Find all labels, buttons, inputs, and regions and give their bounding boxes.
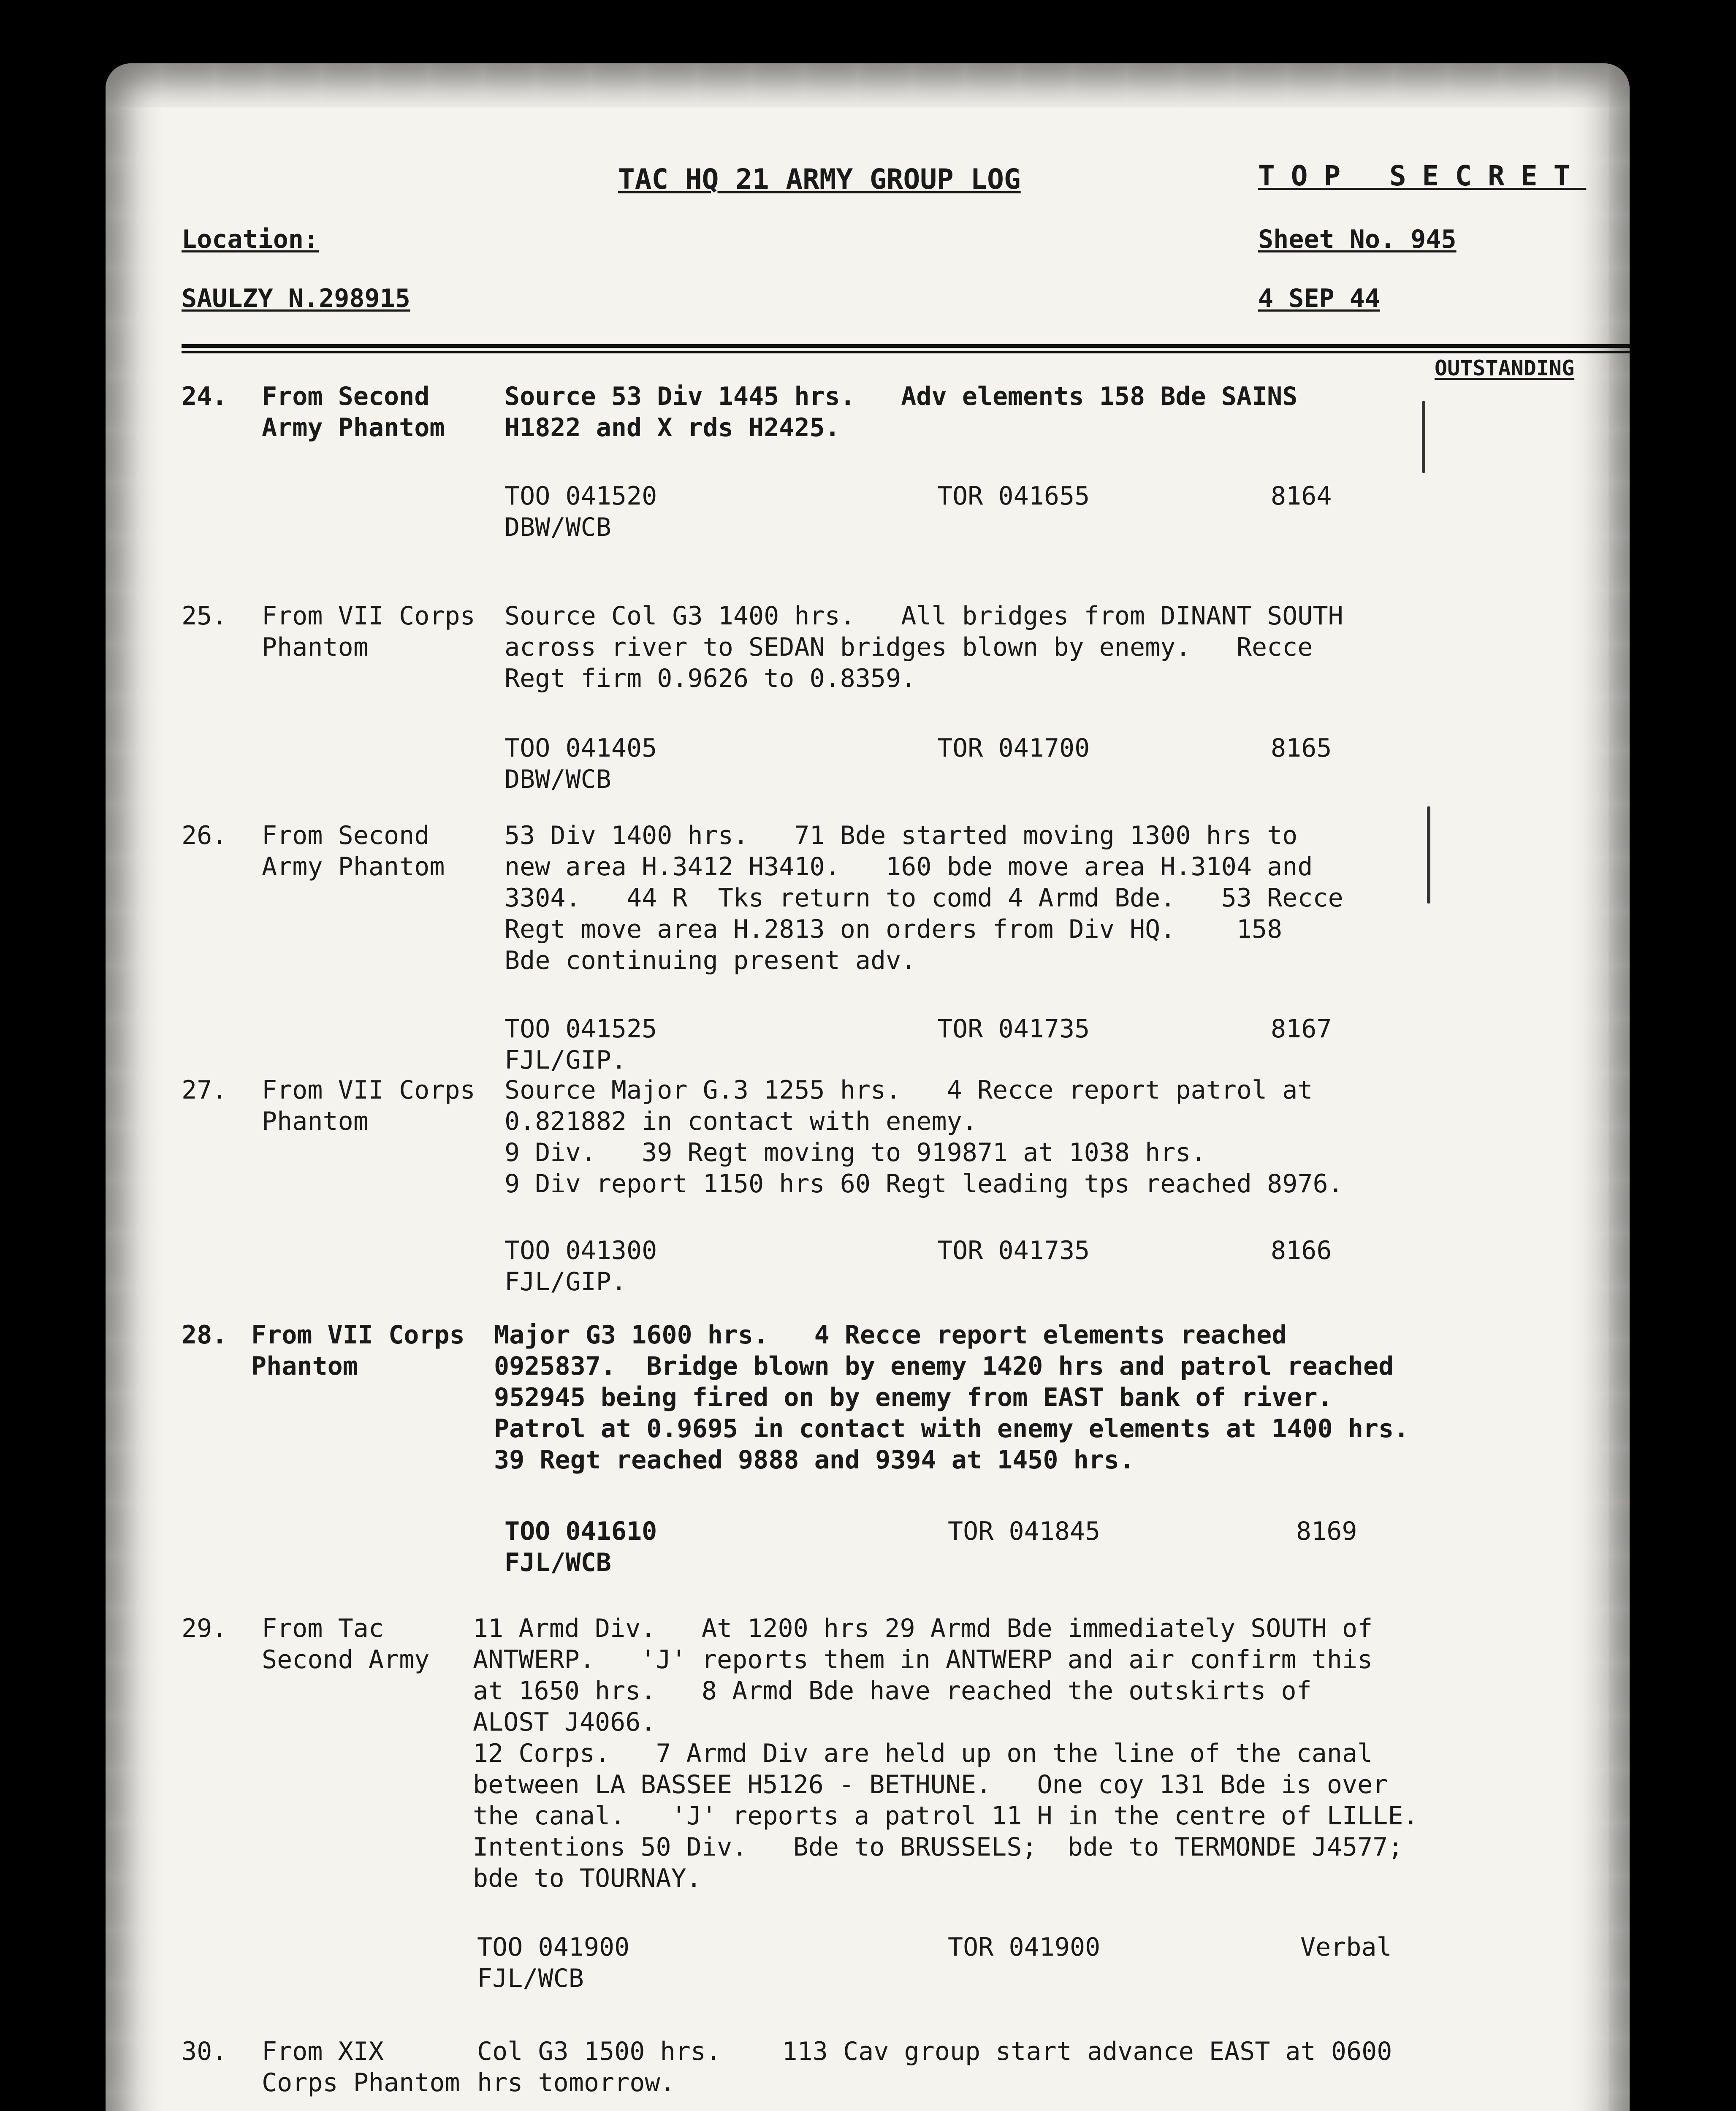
entry-from: Corps Phantom — [262, 2068, 460, 2097]
entry-from: From VII Corps — [262, 1075, 475, 1105]
entry-tor: TOR 041845 — [948, 1517, 1101, 1546]
entry-tor: TOR 041735 — [937, 1236, 1090, 1265]
entry-text-line: bde to TOURNAY. — [473, 1864, 702, 1893]
entry-operators: FJL/WCB — [477, 1964, 584, 1993]
entry-too: TOO 041900 — [477, 1932, 630, 1962]
entry-text-line: ALOST J4066. — [473, 1707, 656, 1737]
entry-text-line: hrs tomorrow. — [477, 2068, 675, 2097]
outstanding-column-label: OUTSTANDING — [1435, 356, 1575, 380]
entry-text-line: 3304. 44 R Tks return to comd 4 Armd Bde. 53 Recce — [505, 883, 1343, 913]
entry-number: 29. — [182, 1614, 228, 1643]
entry-number: 25. — [182, 601, 228, 631]
entry-from: From Tac — [262, 1614, 384, 1643]
entry-too: TOO 041525 — [505, 1014, 657, 1044]
entry-too: TOO 041610 — [505, 1517, 657, 1546]
entry-text-line: 952945 being fired on by enemy from EAST bank of river. — [494, 1383, 1333, 1412]
entry-from: Army Phantom — [262, 413, 445, 442]
entry-text-line: 9 Div report 1150 hrs 60 Regt leading tps reached 8976. — [505, 1169, 1343, 1199]
entry-tor: TOR 041900 — [948, 1932, 1101, 1962]
entry-tor: TOR 041655 — [937, 481, 1090, 511]
entry-text-line: Major G3 1600 hrs. 4 Recce report elements reached — [494, 1320, 1287, 1350]
entry-ref: 8169 — [1296, 1517, 1357, 1546]
entry-from: Second Army — [262, 1645, 430, 1674]
margin-mark — [1427, 806, 1430, 904]
entry-from: Phantom — [251, 1351, 358, 1381]
entry-from: Phantom — [262, 1107, 369, 1136]
entry-text-line: Regt firm 0.9626 to 0.8359. — [505, 664, 917, 693]
entry-ref: 8164 — [1271, 481, 1332, 511]
entry-text-line: Source Col G3 1400 hrs. All bridges from DINANT SOUTH — [505, 601, 1343, 631]
entry-ref: 8165 — [1271, 733, 1332, 763]
entry-tor: TOR 041700 — [937, 733, 1090, 763]
entry-operators: DBW/WCB — [505, 513, 611, 542]
entry-text-line: ANTWERP. 'J' reports them in ANTWERP and air confirm this — [473, 1645, 1373, 1674]
entry-operators: FJL/GIP. — [505, 1045, 627, 1075]
entry-text-line: across river to SEDAN bridges blown by enemy. Recce — [505, 632, 1313, 662]
entry-tor: TOR 041735 — [937, 1014, 1090, 1044]
classification-stamp: TOP SECRET — [1258, 160, 1587, 192]
entry-text-line: between LA BASSEE H5126 - BETHUNE. One coy 131 Bde is over — [473, 1770, 1388, 1799]
entry-text-line: 53 Div 1400 hrs. 71 Bde started moving 1300 hrs to — [505, 821, 1298, 850]
entry-text-line: Intentions 50 Div. Bde to BRUSSELS; bde to TERMONDE J4577; — [473, 1832, 1403, 1862]
entry-operators: FJL/WCB — [505, 1548, 611, 1577]
log-sheet — [106, 63, 1630, 2111]
entry-number: 27. — [182, 1075, 228, 1105]
entry-number: 28. — [182, 1320, 228, 1350]
entry-too: TOO 041405 — [505, 733, 657, 763]
log-date: 4 SEP 44 — [1258, 284, 1380, 313]
entry-text-line: H1822 and X rds H2425. — [505, 413, 840, 442]
entry-operators: FJL/GIP. — [505, 1267, 627, 1297]
entry-text-line: 11 Armd Div. At 1200 hrs 29 Armd Bde immediately SOUTH of — [473, 1614, 1373, 1643]
entry-from: From Second — [262, 821, 430, 850]
entry-text-line: 0.821882 in contact with enemy. — [505, 1107, 977, 1136]
entry-from: Army Phantom — [262, 852, 445, 882]
entry-operators: DBW/WCB — [505, 765, 611, 794]
entry-number: 26. — [182, 821, 228, 850]
entry-text-line: 12 Corps. 7 Armd Div are held up on the line of the canal — [473, 1739, 1373, 1768]
entry-from: From VII Corps — [251, 1320, 465, 1350]
entry-from: From VII Corps — [262, 601, 475, 631]
entry-text-line: 39 Regt reached 9888 and 9394 at 1450 hrs. — [494, 1445, 1135, 1475]
entry-ref: Verbal — [1300, 1932, 1392, 1962]
entry-number: 30. — [182, 2037, 228, 2066]
entry-too: TOO 041300 — [505, 1236, 657, 1265]
margin-mark — [1422, 401, 1425, 473]
entry-number: 24. — [182, 382, 228, 411]
log-title: TAC HQ 21 ARMY GROUP LOG — [618, 163, 1021, 195]
entry-ref: 8166 — [1271, 1236, 1332, 1265]
entry-from: Phantom — [262, 632, 369, 662]
entry-too: TOO 041520 — [505, 481, 657, 511]
entry-text-line: 9 Div. 39 Regt moving to 919871 at 1038 hrs. — [505, 1138, 1206, 1167]
entry-text-line: 0925837. Bridge blown by enemy 1420 hrs and patrol reached — [494, 1351, 1394, 1381]
entry-text-line: Patrol at 0.9695 in contact with enemy elements at 1400 hrs. — [494, 1414, 1409, 1444]
sheet-number: Sheet No. 945 — [1258, 225, 1457, 254]
entry-text-line: Regt move area H.2813 on orders from Div HQ. 158 — [505, 914, 1283, 944]
header-rule-thin — [182, 351, 1630, 353]
entry-ref: 8167 — [1271, 1014, 1332, 1044]
entry-from: From XIX — [262, 2037, 384, 2066]
location-label: Location: — [182, 225, 319, 254]
entry-text-line: the canal. 'J' reports a patrol 11 H in the centre of LILLE. — [473, 1801, 1419, 1831]
entry-text-line: Col G3 1500 hrs. 113 Cav group start advance EAST at 0600 — [477, 2037, 1392, 2066]
entry-from: From Second — [262, 382, 430, 411]
entry-text-line: at 1650 hrs. 8 Armd Bde have reached the outskirts of — [473, 1676, 1312, 1706]
location-value: SAULZY N.298915 — [182, 284, 410, 313]
entry-text-line: new area H.3412 H3410. 160 bde move area H.3104 and — [505, 852, 1313, 882]
header-rule — [182, 344, 1630, 348]
entry-text-line: Source Major G.3 1255 hrs. 4 Recce report patrol at — [505, 1075, 1313, 1105]
entry-text-line: Source 53 Div 1445 hrs. Adv elements 158 Bde SAINS — [505, 382, 1298, 411]
entry-text-line: Bde continuing present adv. — [505, 946, 917, 975]
